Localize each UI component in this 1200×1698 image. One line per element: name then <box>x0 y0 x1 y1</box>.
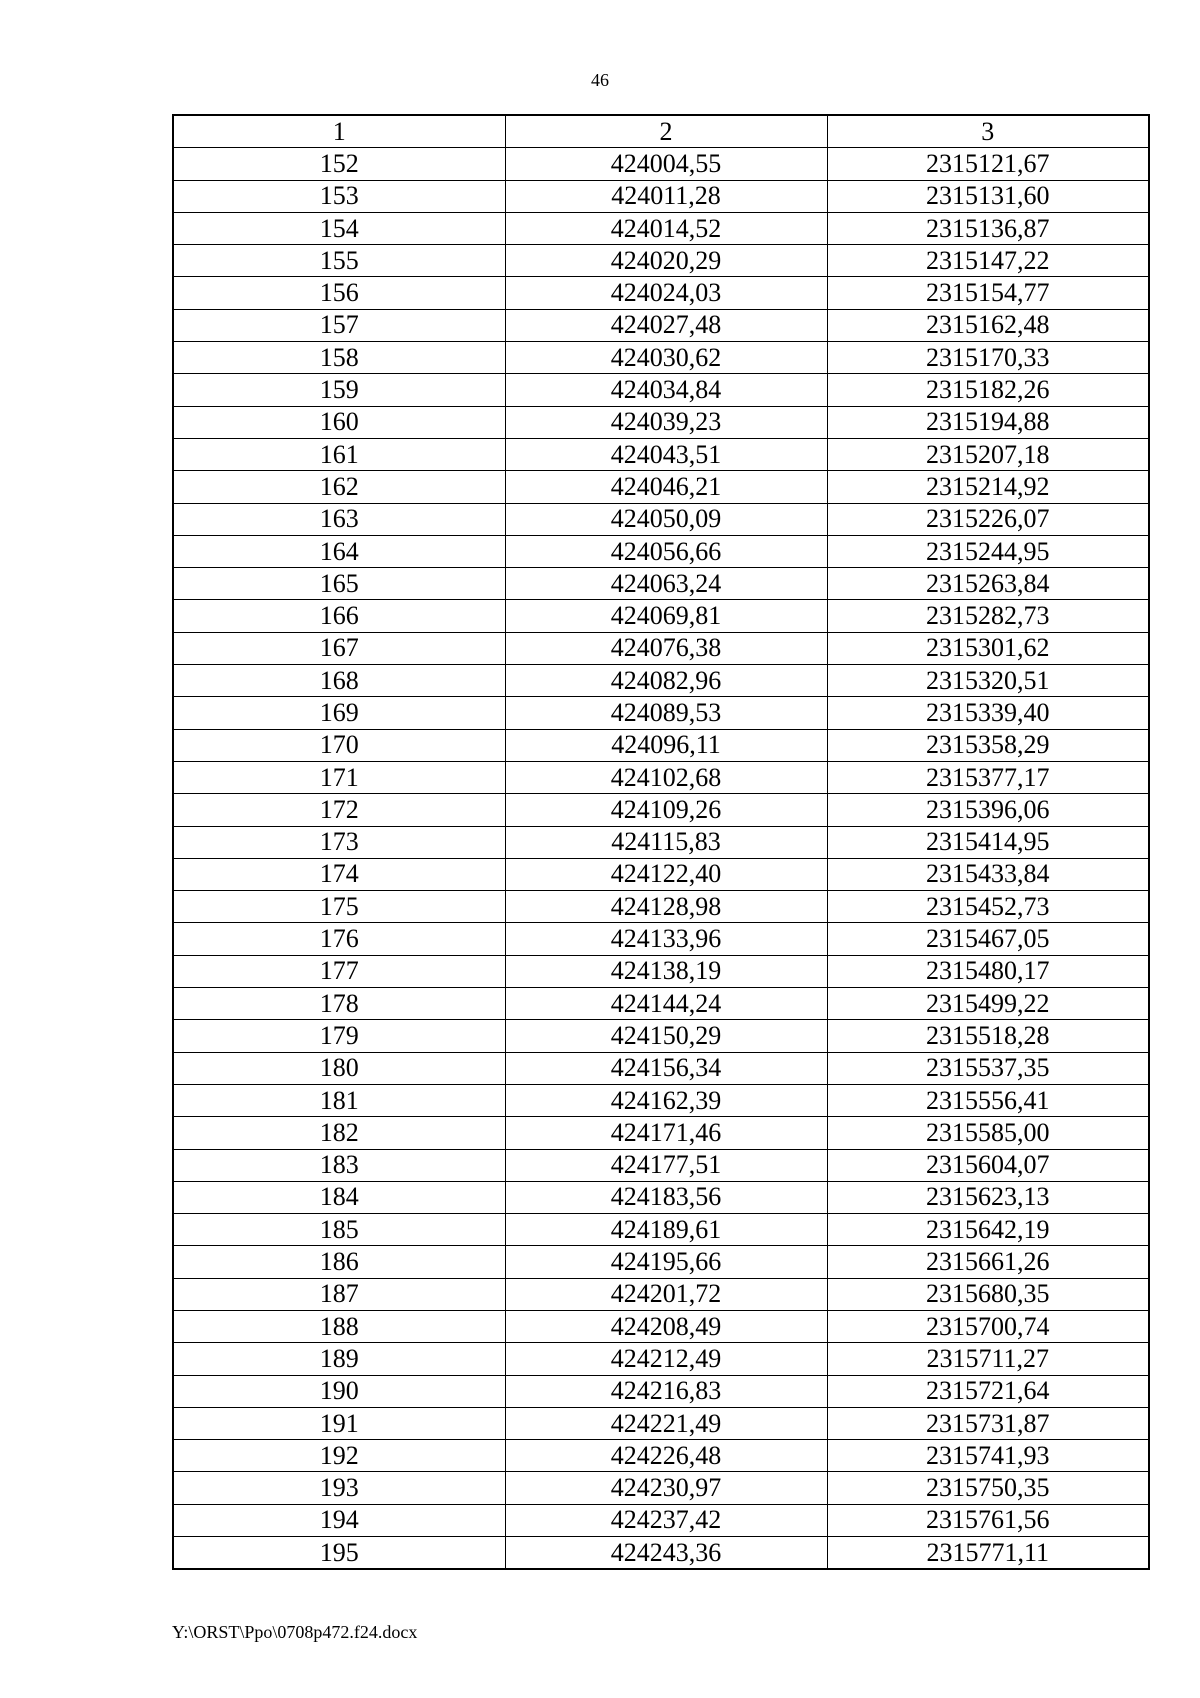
x-coordinate-cell: 424177,51 <box>505 1149 827 1181</box>
y-coordinate-cell: 2315604,07 <box>827 1149 1149 1181</box>
table-row <box>173 180 1149 212</box>
y-coordinate-cell: 2315623,13 <box>827 1181 1149 1213</box>
table-row <box>173 1504 1149 1536</box>
y-coordinate-cell: 2315680,35 <box>827 1278 1149 1310</box>
point-number-cell: 179 <box>173 1020 505 1052</box>
y-coordinate-cell: 2315377,17 <box>827 761 1149 793</box>
point-number-cell: 152 <box>173 148 505 180</box>
footer-file-path: Y:\ORST\Ppo\0708p472.f24.docx <box>172 1622 418 1642</box>
header-cell-3: 3 <box>827 115 1149 148</box>
x-coordinate-cell: 424226,48 <box>505 1440 827 1472</box>
table-row <box>173 665 1149 697</box>
y-coordinate-cell: 2315518,28 <box>827 1020 1149 1052</box>
point-number-cell: 180 <box>173 1052 505 1084</box>
table-row <box>173 1117 1149 1149</box>
y-coordinate-cell: 2315358,29 <box>827 729 1149 761</box>
table-row <box>173 245 1149 277</box>
x-coordinate-cell: 424243,36 <box>505 1537 827 1570</box>
table-row <box>173 568 1149 600</box>
y-coordinate-cell: 2315761,56 <box>827 1504 1149 1536</box>
y-coordinate-cell: 2315414,95 <box>827 826 1149 858</box>
y-coordinate-cell: 2315585,00 <box>827 1117 1149 1149</box>
x-coordinate-cell: 424039,23 <box>505 406 827 438</box>
x-coordinate-cell: 424109,26 <box>505 794 827 826</box>
point-number-cell: 178 <box>173 988 505 1020</box>
point-number-cell: 191 <box>173 1407 505 1439</box>
point-number-cell: 188 <box>173 1310 505 1342</box>
table-row <box>173 438 1149 470</box>
point-number-cell: 167 <box>173 632 505 664</box>
x-coordinate-cell: 424162,39 <box>505 1084 827 1116</box>
x-coordinate-cell: 424133,96 <box>505 923 827 955</box>
point-number-cell: 155 <box>173 245 505 277</box>
x-coordinate-cell: 424150,29 <box>505 1020 827 1052</box>
y-coordinate-cell: 2315226,07 <box>827 503 1149 535</box>
y-coordinate-cell: 2315170,33 <box>827 342 1149 374</box>
x-coordinate-cell: 424122,40 <box>505 858 827 890</box>
coordinates-table <box>172 114 1150 1570</box>
point-number-cell: 158 <box>173 342 505 374</box>
x-coordinate-cell: 424004,55 <box>505 148 827 180</box>
y-coordinate-cell: 2315467,05 <box>827 923 1149 955</box>
table-row <box>173 697 1149 729</box>
table-row <box>173 1052 1149 1084</box>
table-row <box>173 1310 1149 1342</box>
x-coordinate-cell: 424102,68 <box>505 761 827 793</box>
table-row <box>173 1020 1149 1052</box>
x-coordinate-cell: 424030,62 <box>505 342 827 374</box>
x-coordinate-cell: 424063,24 <box>505 568 827 600</box>
y-coordinate-cell: 2315433,84 <box>827 858 1149 890</box>
y-coordinate-cell: 2315452,73 <box>827 891 1149 923</box>
point-number-cell: 181 <box>173 1084 505 1116</box>
point-number-cell: 166 <box>173 600 505 632</box>
x-coordinate-cell: 424043,51 <box>505 438 827 470</box>
point-number-cell: 169 <box>173 697 505 729</box>
table-row <box>173 277 1149 309</box>
table-row <box>173 955 1149 987</box>
point-number-cell: 164 <box>173 535 505 567</box>
table-row <box>173 1472 1149 1504</box>
y-coordinate-cell: 2315396,06 <box>827 794 1149 826</box>
y-coordinate-cell: 2315721,64 <box>827 1375 1149 1407</box>
point-number-cell: 173 <box>173 826 505 858</box>
point-number-cell: 186 <box>173 1246 505 1278</box>
x-coordinate-cell: 424011,28 <box>505 180 827 212</box>
y-coordinate-cell: 2315154,77 <box>827 277 1149 309</box>
point-number-cell: 175 <box>173 891 505 923</box>
point-number-cell: 177 <box>173 955 505 987</box>
point-number-cell: 153 <box>173 180 505 212</box>
table-row <box>173 1375 1149 1407</box>
point-number-cell: 163 <box>173 503 505 535</box>
y-coordinate-cell: 2315556,41 <box>827 1084 1149 1116</box>
point-number-cell: 187 <box>173 1278 505 1310</box>
point-number-cell: 160 <box>173 406 505 438</box>
page-number: 46 <box>591 70 609 90</box>
table-row <box>173 148 1149 180</box>
table-row <box>173 729 1149 761</box>
table-row <box>173 794 1149 826</box>
point-number-cell: 174 <box>173 858 505 890</box>
point-number-cell: 182 <box>173 1117 505 1149</box>
y-coordinate-cell: 2315207,18 <box>827 438 1149 470</box>
x-coordinate-cell: 424189,61 <box>505 1214 827 1246</box>
point-number-cell: 165 <box>173 568 505 600</box>
point-number-cell: 189 <box>173 1343 505 1375</box>
point-number-cell: 183 <box>173 1149 505 1181</box>
table-header-row <box>173 115 1149 148</box>
point-number-cell: 159 <box>173 374 505 406</box>
y-coordinate-cell: 2315771,11 <box>827 1537 1149 1570</box>
y-coordinate-cell: 2315661,26 <box>827 1246 1149 1278</box>
x-coordinate-cell: 424046,21 <box>505 471 827 503</box>
point-number-cell: 157 <box>173 309 505 341</box>
table-row <box>173 1084 1149 1116</box>
table-row <box>173 1278 1149 1310</box>
table-row <box>173 406 1149 438</box>
table-row <box>173 1440 1149 1472</box>
x-coordinate-cell: 424183,56 <box>505 1181 827 1213</box>
point-number-cell: 194 <box>173 1504 505 1536</box>
y-coordinate-cell: 2315642,19 <box>827 1214 1149 1246</box>
table-row <box>173 600 1149 632</box>
table-row <box>173 826 1149 858</box>
table-row <box>173 374 1149 406</box>
table-row <box>173 212 1149 244</box>
x-coordinate-cell: 424024,03 <box>505 277 827 309</box>
x-coordinate-cell: 424208,49 <box>505 1310 827 1342</box>
y-coordinate-cell: 2315499,22 <box>827 988 1149 1020</box>
point-number-cell: 195 <box>173 1537 505 1570</box>
x-coordinate-cell: 424050,09 <box>505 503 827 535</box>
header-cell-2: 2 <box>505 115 827 148</box>
y-coordinate-cell: 2315750,35 <box>827 1472 1149 1504</box>
table-body <box>173 148 1149 1570</box>
y-coordinate-cell: 2315121,67 <box>827 148 1149 180</box>
table-row <box>173 1214 1149 1246</box>
table-row <box>173 1246 1149 1278</box>
point-number-cell: 154 <box>173 212 505 244</box>
x-coordinate-cell: 424216,83 <box>505 1375 827 1407</box>
x-coordinate-cell: 424230,97 <box>505 1472 827 1504</box>
y-coordinate-cell: 2315136,87 <box>827 212 1149 244</box>
x-coordinate-cell: 424171,46 <box>505 1117 827 1149</box>
table-row <box>173 858 1149 890</box>
y-coordinate-cell: 2315263,84 <box>827 568 1149 600</box>
point-number-cell: 171 <box>173 761 505 793</box>
point-number-cell: 190 <box>173 1375 505 1407</box>
x-coordinate-cell: 424096,11 <box>505 729 827 761</box>
point-number-cell: 162 <box>173 471 505 503</box>
y-coordinate-cell: 2315301,62 <box>827 632 1149 664</box>
table-row <box>173 1407 1149 1439</box>
y-coordinate-cell: 2315731,87 <box>827 1407 1149 1439</box>
table-row <box>173 471 1149 503</box>
y-coordinate-cell: 2315537,35 <box>827 1052 1149 1084</box>
x-coordinate-cell: 424056,66 <box>505 535 827 567</box>
table-row <box>173 988 1149 1020</box>
x-coordinate-cell: 424195,66 <box>505 1246 827 1278</box>
table-row <box>173 761 1149 793</box>
x-coordinate-cell: 424027,48 <box>505 309 827 341</box>
x-coordinate-cell: 424089,53 <box>505 697 827 729</box>
point-number-cell: 156 <box>173 277 505 309</box>
point-number-cell: 161 <box>173 438 505 470</box>
x-coordinate-cell: 424156,34 <box>505 1052 827 1084</box>
y-coordinate-cell: 2315339,40 <box>827 697 1149 729</box>
x-coordinate-cell: 424201,72 <box>505 1278 827 1310</box>
x-coordinate-cell: 424076,38 <box>505 632 827 664</box>
y-coordinate-cell: 2315741,93 <box>827 1440 1149 1472</box>
table-row <box>173 1181 1149 1213</box>
y-coordinate-cell: 2315162,48 <box>827 309 1149 341</box>
x-coordinate-cell: 424212,49 <box>505 1343 827 1375</box>
table-row <box>173 891 1149 923</box>
y-coordinate-cell: 2315131,60 <box>827 180 1149 212</box>
point-number-cell: 170 <box>173 729 505 761</box>
table-row <box>173 535 1149 567</box>
point-number-cell: 193 <box>173 1472 505 1504</box>
y-coordinate-cell: 2315320,51 <box>827 665 1149 697</box>
x-coordinate-cell: 424115,83 <box>505 826 827 858</box>
y-coordinate-cell: 2315194,88 <box>827 406 1149 438</box>
x-coordinate-cell: 424221,49 <box>505 1407 827 1439</box>
y-coordinate-cell: 2315244,95 <box>827 535 1149 567</box>
y-coordinate-cell: 2315711,27 <box>827 1343 1149 1375</box>
table-row <box>173 503 1149 535</box>
point-number-cell: 192 <box>173 1440 505 1472</box>
point-number-cell: 168 <box>173 665 505 697</box>
x-coordinate-cell: 424144,24 <box>505 988 827 1020</box>
table-row <box>173 1343 1149 1375</box>
x-coordinate-cell: 424020,29 <box>505 245 827 277</box>
point-number-cell: 185 <box>173 1214 505 1246</box>
x-coordinate-cell: 424069,81 <box>505 600 827 632</box>
x-coordinate-cell: 424138,19 <box>505 955 827 987</box>
table-row <box>173 342 1149 374</box>
point-number-cell: 184 <box>173 1181 505 1213</box>
x-coordinate-cell: 424237,42 <box>505 1504 827 1536</box>
point-number-cell: 172 <box>173 794 505 826</box>
x-coordinate-cell: 424082,96 <box>505 665 827 697</box>
y-coordinate-cell: 2315147,22 <box>827 245 1149 277</box>
table-row <box>173 1149 1149 1181</box>
y-coordinate-cell: 2315700,74 <box>827 1310 1149 1342</box>
x-coordinate-cell: 424034,84 <box>505 374 827 406</box>
header-cell-1: 1 <box>173 115 505 148</box>
table-row <box>173 632 1149 664</box>
y-coordinate-cell: 2315480,17 <box>827 955 1149 987</box>
x-coordinate-cell: 424128,98 <box>505 891 827 923</box>
x-coordinate-cell: 424014,52 <box>505 212 827 244</box>
y-coordinate-cell: 2315282,73 <box>827 600 1149 632</box>
table-row <box>173 1537 1149 1570</box>
point-number-cell: 176 <box>173 923 505 955</box>
table-row <box>173 923 1149 955</box>
table-row <box>173 309 1149 341</box>
y-coordinate-cell: 2315182,26 <box>827 374 1149 406</box>
y-coordinate-cell: 2315214,92 <box>827 471 1149 503</box>
